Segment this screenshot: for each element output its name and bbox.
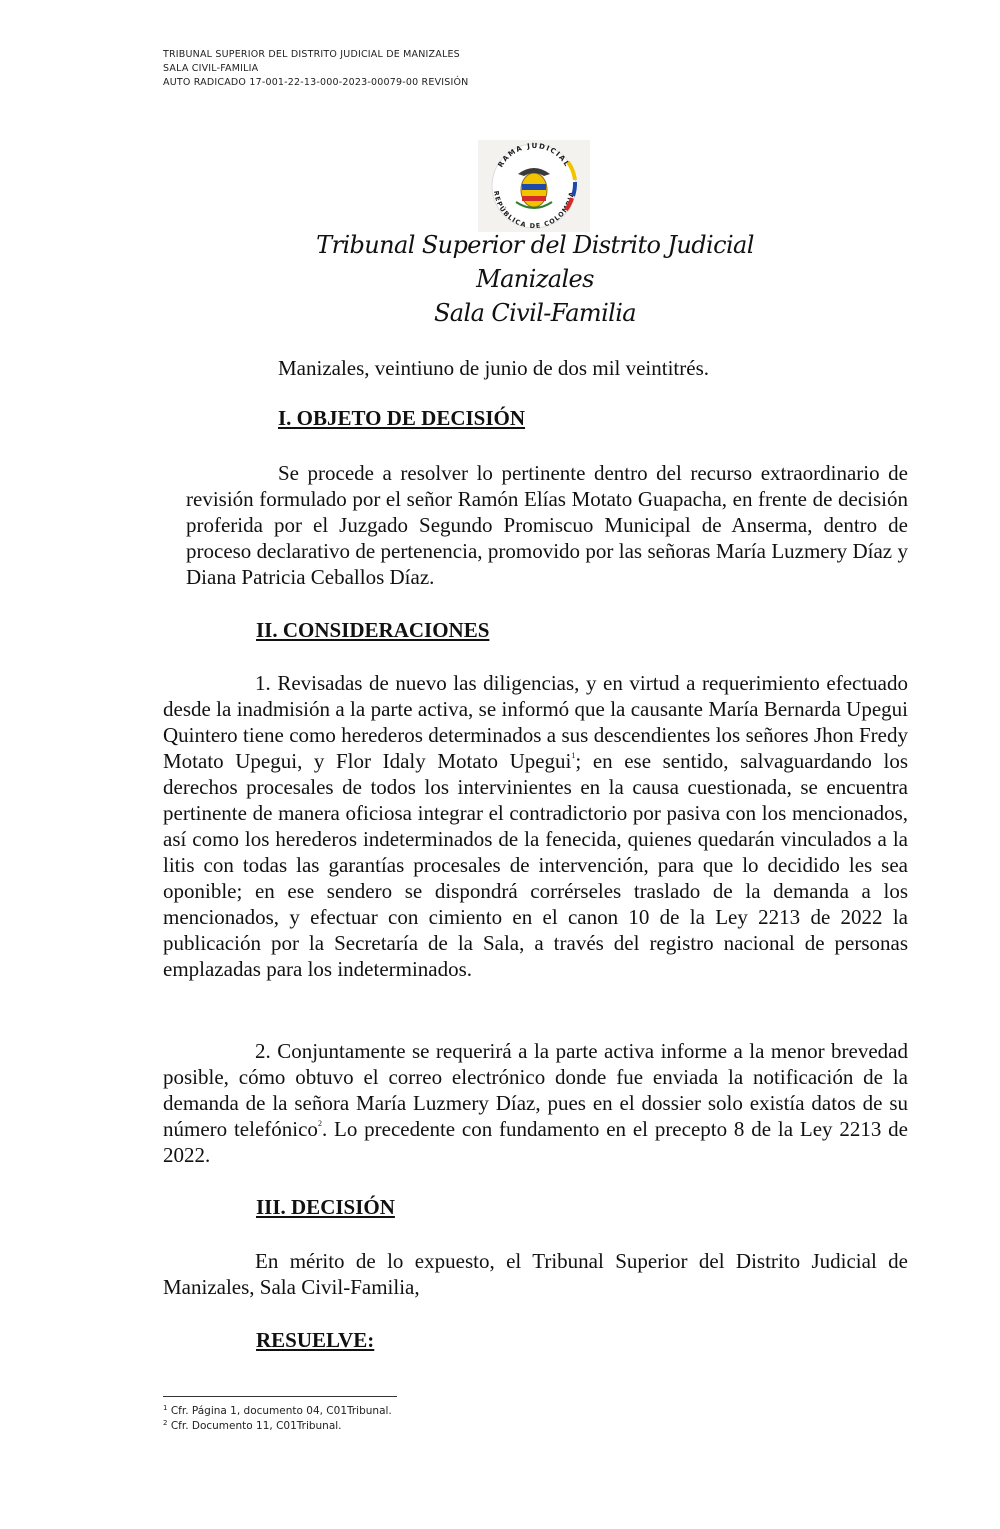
court-title-line1: Tribunal Superior del Distrito Judicial <box>316 231 754 259</box>
footnote-2-number: 2 <box>163 1419 168 1427</box>
footnote-1-number: 1 <box>163 1404 168 1412</box>
paragraph-consideracion-2-text-b: . Lo precedente con fundamento en el precepto 8 de la Ley 2213 de 2022. <box>163 1117 908 1167</box>
paragraph-consideracion-2 <box>163 1038 908 1168</box>
section-heading-consideraciones: II. CONSIDERACIONES <box>256 618 490 642</box>
footnote-2 <box>163 1419 392 1434</box>
paragraph-consideracion-1 <box>163 670 908 982</box>
court-title-line2: Manizales <box>476 265 594 293</box>
footnotes <box>163 1404 392 1434</box>
date-line: Manizales, veintiuno de junio de dos mil veintitrés. <box>278 356 710 380</box>
header-court: TRIBUNAL SUPERIOR DEL DISTRITO JUDICIAL DE MANIZALES <box>163 49 460 60</box>
footnote-1 <box>163 1404 392 1419</box>
footnote-2-text: Cfr. Documento 11, C01Tribunal. <box>170 1420 342 1432</box>
section-heading-objeto: I. OBJETO DE DECISIÓN <box>278 406 526 430</box>
header-case-number: AUTO RADICADO 17-001-22-13-000-2023-00079-00 REVISIÓN <box>163 77 469 88</box>
paragraph-consideracion-1-text-a: 1. Revisadas de nuevo las diligencias, y en virtud a requerimiento efectuado desde la inadmisión a la parte activa, se informó que la causante María Bernarda Upegui Quintero tiene como herederos determinados a sus descendientes los señores Jhon Fredy Motato Upegui, y Flor Idaly Motato Upegui <box>163 671 908 773</box>
paragraph-consideracion-1-text-b: ; en ese sentido, salvaguardando los derechos procesales de todos los intervinientes en la causa cuestionada, se encuentra pertinente de manera oficiosa integrar el contradictorio por pasiva con los mencionados, así como los herederos indeterminados de la fenecida, quienes quedarán vinculados a la litis con todas las garantías procesales de intervención, para que lo decidido les sea oponible; en ese sendero se dispondrá corrérseles traslado de la demanda a los mencionados, y efectuar con cimiento en el canon 10 de la Ley 2213 de 2022 la publicación por la Secretaría de la Sala, a través del registro nacional de personas emplazadas para los indeterminados. <box>163 749 909 981</box>
resuelve-heading: RESUELVE: <box>256 1328 375 1352</box>
footnote-separator <box>163 1396 397 1397</box>
paragraph-consideracion-2-text-a: 2. Conjuntamente se requerirá a la parte activa informe a la menor brevedad posible, cómo obtuvo el correo electrónico donde fue enviada la notificación de la demanda de la señora María Luzmery Díaz, pues en el dossier solo existía datos de su número telefónico <box>163 1039 908 1141</box>
footnote-ref-2: 2 <box>317 1119 322 1128</box>
footnote-ref-1: 1 <box>571 751 576 760</box>
seal-text-top: RAMA JUDICIAL <box>496 141 572 169</box>
section-heading-decision: III. DECISIÓN <box>256 1195 395 1219</box>
seal-text-bottom: REPÚBLICA DE COLOMBIA <box>492 190 576 231</box>
court-title-line3: Sala Civil-Familia <box>433 299 637 327</box>
running-header <box>163 48 468 90</box>
court-title <box>0 228 1000 330</box>
footnote-1-text: Cfr. Página 1, documento 04, C01Tribunal. <box>170 1405 392 1417</box>
rama-judicial-seal-logo <box>478 140 590 232</box>
header-chamber: SALA CIVIL-FAMILIA <box>163 63 259 74</box>
paragraph-decision: En mérito de lo expuesto, el Tribunal Superior del Distrito Judicial de Manizales, Sala Civil-Familia, <box>163 1249 908 1299</box>
paragraph-objeto: Se procede a resolver lo pertinente dentro del recurso extraordinario de revisión formulado por el señor Ramón Elías Motato Guapacha, en frente de decisión proferida por el Juzgado Segundo Promiscuo Municipal de Anserma, dentro de proceso declarativo de pertenencia, promovido por las señoras María Luzmery Díaz y Diana Patricia Ceballos Díaz. <box>186 461 908 589</box>
